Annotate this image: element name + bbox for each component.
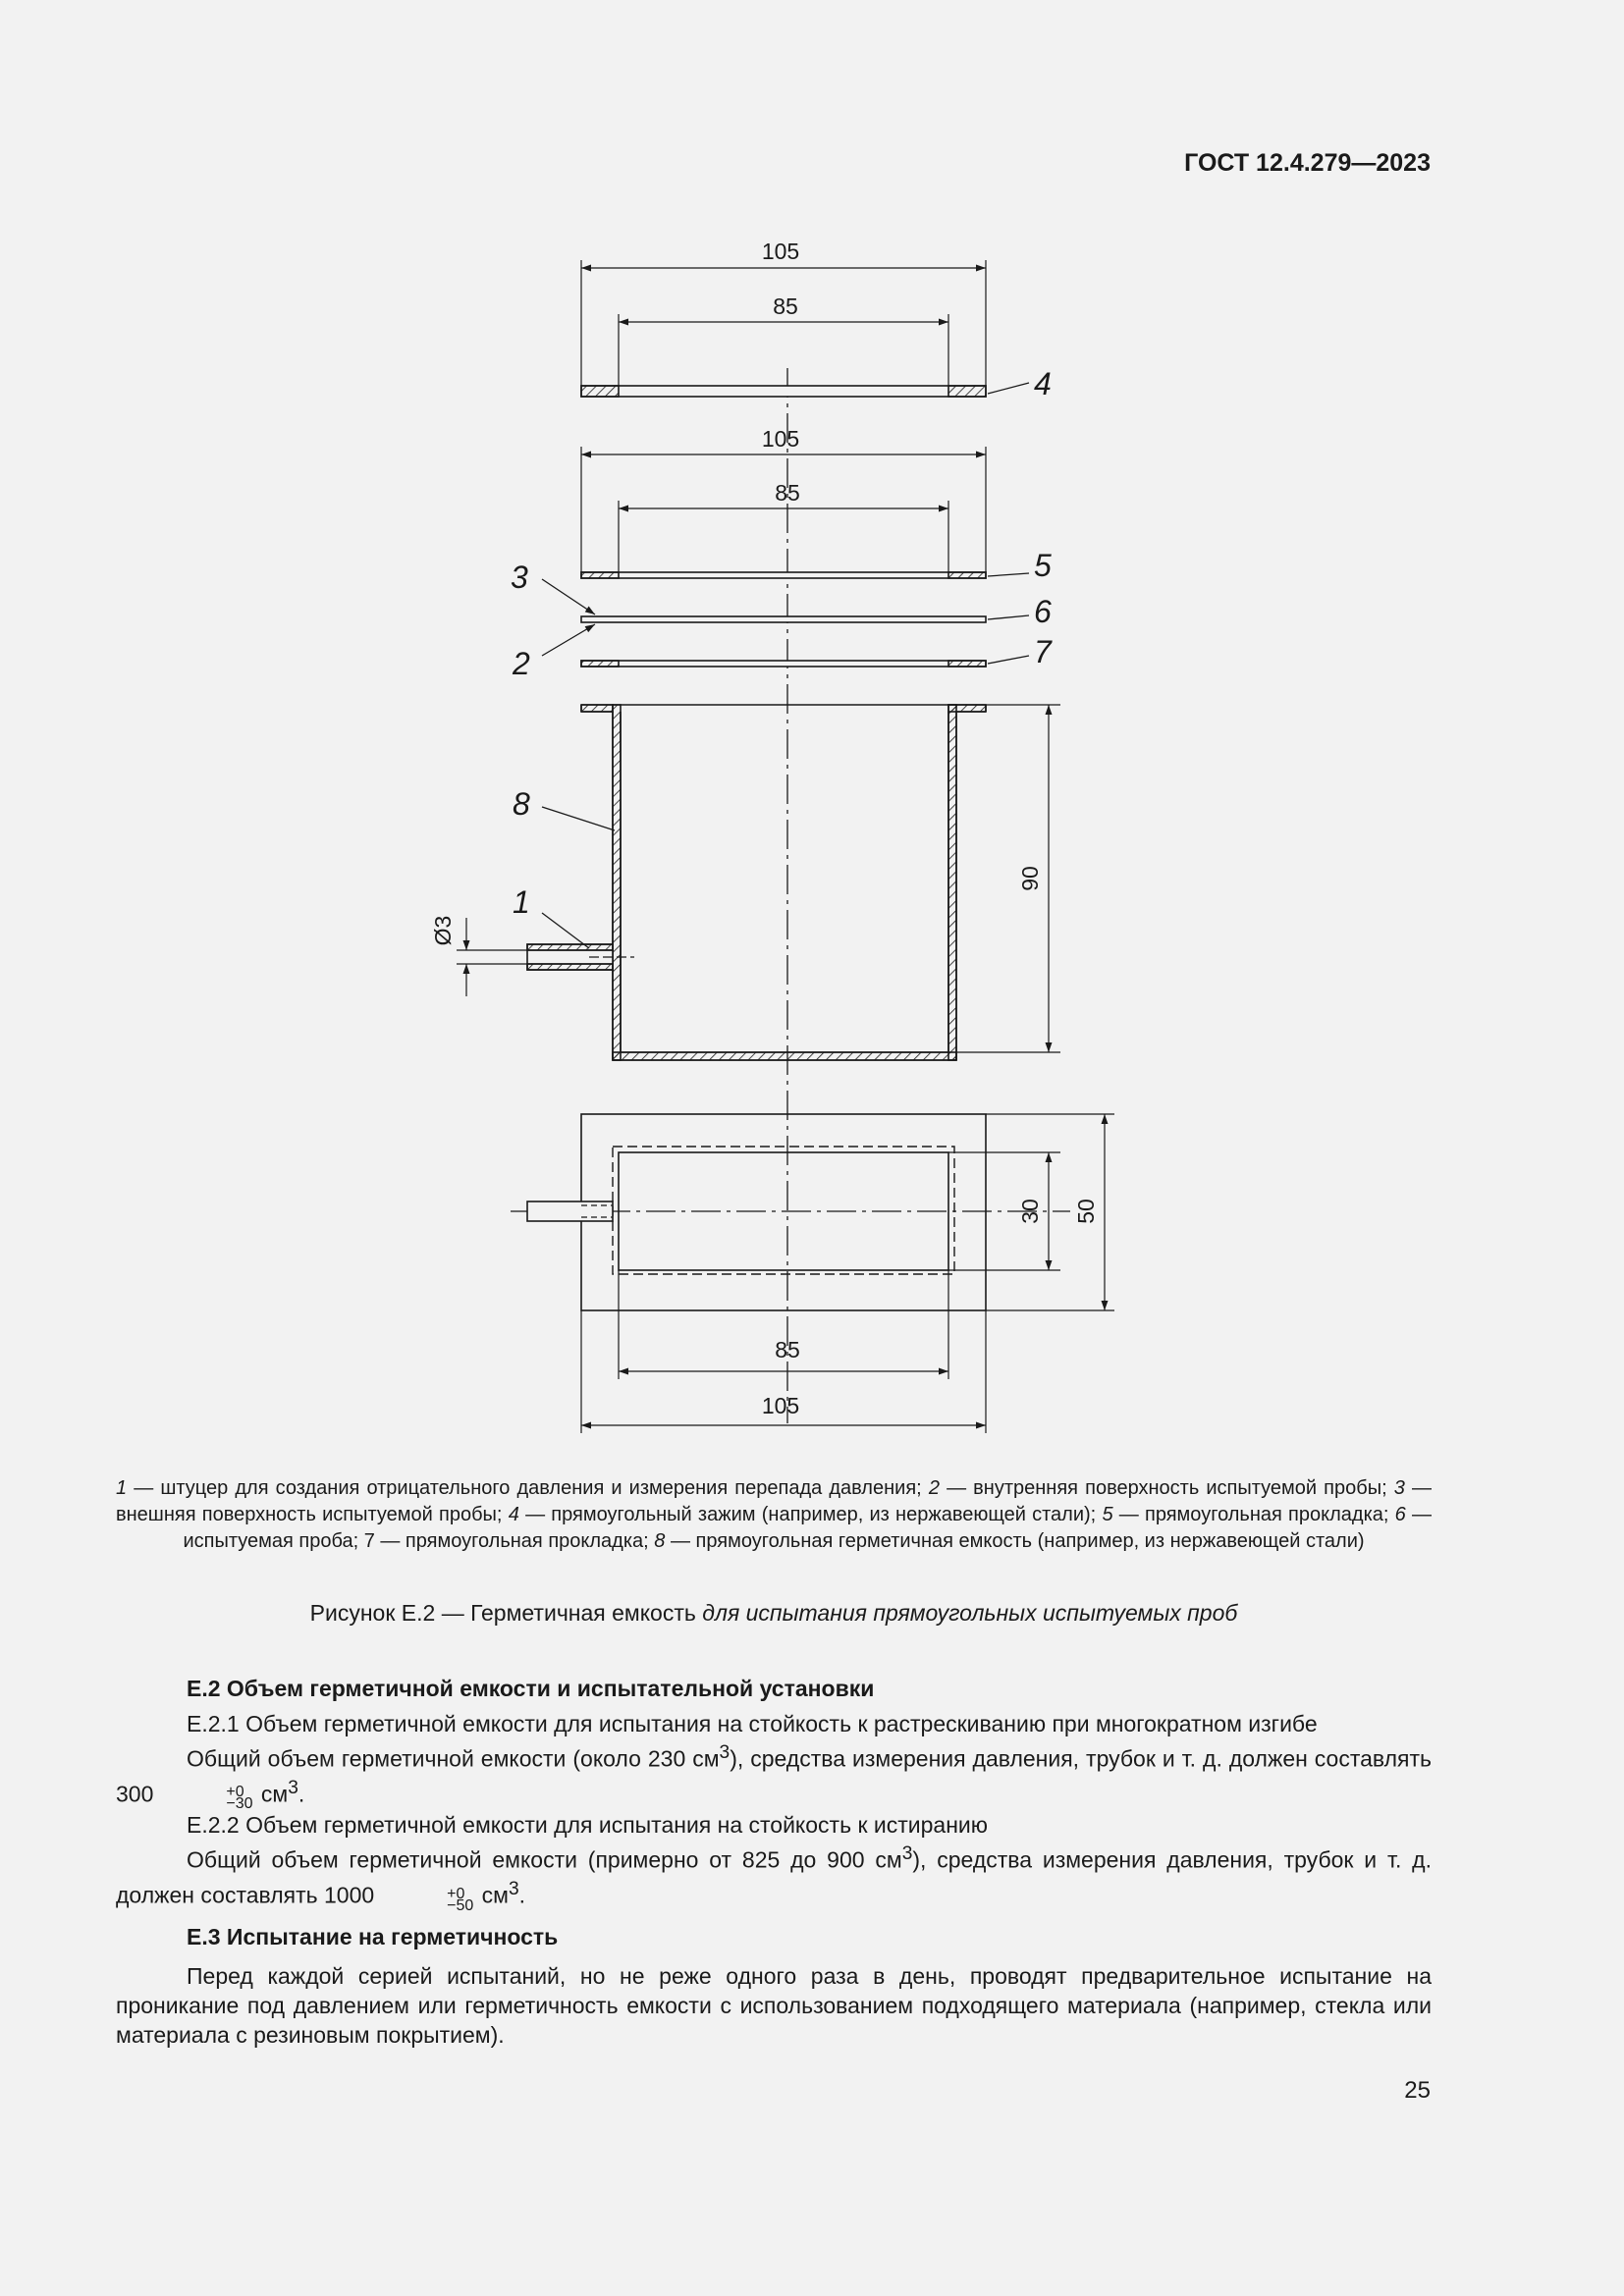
dim-gasket-85: 85	[775, 480, 800, 506]
callout-3: 3	[511, 560, 528, 595]
legend-text-5: — прямоугольная прокладка;	[1112, 1504, 1395, 1525]
tolerance-1000: +0 −50	[447, 1885, 474, 1914]
legend-num-8: 8	[654, 1530, 666, 1552]
paragraph-e3: Перед каждой серией испытаний, но не реже одного раза в день, проводят предварительное испытание на проникание под давлением или герметичность емкости с использованием подходящего материала (например, стекла или материала с резиновым покрытием).	[116, 1962, 1432, 2048]
callout-7: 7	[1034, 634, 1052, 669]
legend-text-2: — внутренняя поверхность испытуемой пробы;	[939, 1477, 1394, 1499]
dim-plan-85: 85	[775, 1337, 800, 1362]
bottom-gasket	[581, 661, 986, 667]
dim-plan-105: 105	[761, 1393, 800, 1418]
legend-num-6: 6	[1394, 1504, 1406, 1525]
legend-text-1: — штуцер для создания отрицательного давления и измерения перепада давления;	[127, 1477, 929, 1499]
dim-clamp-85: 85	[773, 294, 798, 319]
callout-8: 8	[513, 786, 530, 822]
legend-text-4: — прямоугольный зажим (например, из нержавеющей стали);	[518, 1504, 1103, 1525]
test-sample	[581, 616, 986, 622]
dim-clamp-105: 105	[761, 239, 800, 264]
caption-plain: Рисунок Е.2 — Герметичная емкость	[309, 1600, 703, 1626]
top-gasket	[581, 572, 986, 578]
legend-text-7: — прямоугольная прокладка;	[374, 1530, 655, 1552]
dim-height-90: 90	[1017, 866, 1043, 891]
page-number: 25	[1404, 2077, 1431, 2104]
figure-legend	[116, 1475, 1432, 1555]
section-heading-e3: Е.3 Испытание на герметичность	[187, 1923, 559, 1949]
dim-nozzle-diameter: Ø3	[430, 915, 456, 946]
legend-num-2: 2	[928, 1477, 940, 1499]
legend-num-5: 5	[1102, 1504, 1113, 1525]
legend-num-1: 1	[116, 1477, 128, 1499]
callout-1: 1	[513, 884, 530, 920]
legend-text-6: — испытуемая проба;	[183, 1504, 1433, 1552]
callout-5: 5	[1034, 548, 1052, 583]
dim-plan-50: 50	[1073, 1199, 1099, 1224]
body-text	[116, 1674, 1432, 2050]
legend-num-3: 3	[1393, 1477, 1405, 1499]
rectangular-clamp	[581, 386, 986, 397]
figure-caption	[116, 1600, 1432, 1627]
callout-4: 4	[1034, 366, 1052, 401]
paragraph-e2-1-volume: Общий объем герметичной емкости (около 230 $см^3$), средства измерения давления, трубок и т. д. должен составлять 300 +0 −30 $см^3$.	[116, 1742, 1433, 1813]
legend-text-8: — прямоугольная герметичная емкость (например, из нержавеющей стали)	[665, 1530, 1365, 1552]
paragraph-e2-1: Е.2.1 Объем герметичной емкости для испытания на стойкость к растрескиванию при многократном изгибе	[187, 1711, 1318, 1736]
legend-num-4: 4	[508, 1504, 519, 1525]
legend-text-3: — внешняя поверхность испытуемой пробы;	[116, 1477, 1432, 1525]
callout-6: 6	[1034, 594, 1052, 629]
legend-num-7: 7	[363, 1530, 375, 1552]
callout-2: 2	[513, 646, 530, 681]
paragraph-e2-2-volume: Общий объем герметичной емкости (примерно от 825 до 900 $см^3$), средства измерения давления, трубок и т. д. должен составлять 1000 +0 −50 $см^3$.	[116, 1843, 1432, 1914]
document-id-header: ГОСТ 12.4.279—2023	[1184, 149, 1431, 177]
dim-plan-30: 30	[1017, 1199, 1043, 1224]
dim-gasket-105: 105	[761, 426, 800, 452]
tolerance-300: +0 −30	[226, 1784, 253, 1813]
section-heading-e2: Е.2 Объем герметичной емкости и испытательной установки	[187, 1676, 875, 1701]
plan-view	[511, 1114, 1070, 1310]
sealed-container-section	[581, 705, 986, 1060]
caption-italic: для испытания прямоугольных испытуемых проб	[702, 1600, 1238, 1626]
paragraph-e2-2: Е.2.2 Объем герметичной емкости для испытания на стойкость к истиранию	[187, 1812, 989, 1839]
